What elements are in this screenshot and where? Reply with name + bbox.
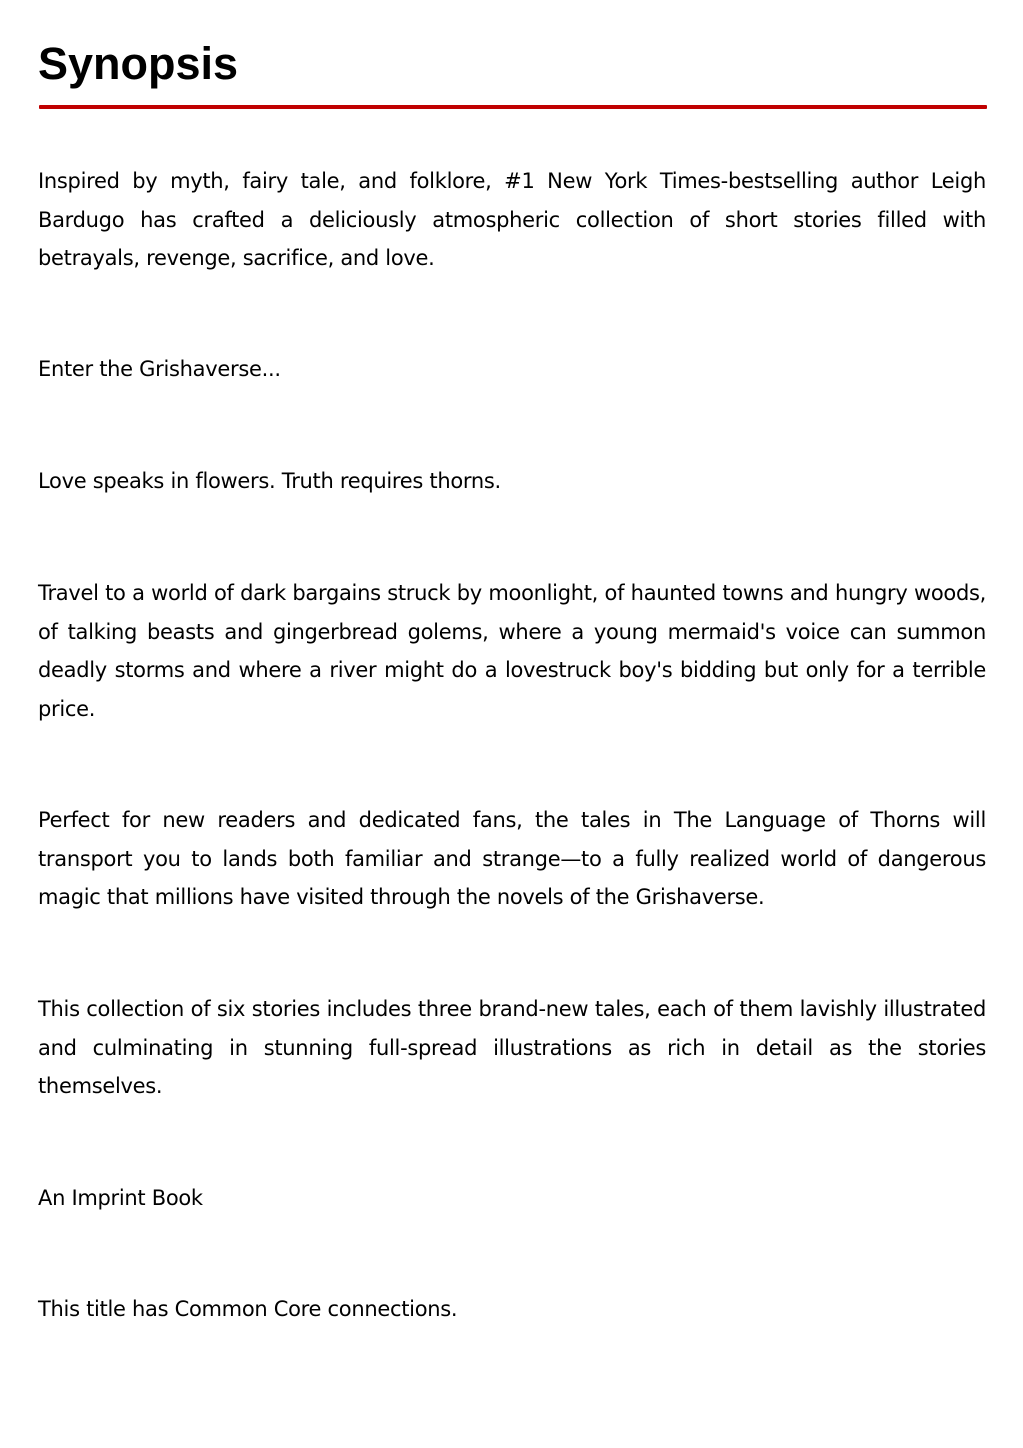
paragraph-enter-grishaverse: Enter the Grishaverse... — [38, 357, 281, 381]
paragraph-tagline: Love speaks in flowers. Truth requires thorns. — [38, 469, 501, 493]
paragraph-imprint: An Imprint Book — [38, 1186, 203, 1210]
paragraph-common-core: This title has Common Core connections. — [38, 1297, 458, 1321]
paragraph-intro: Inspired by myth, fairy tale, and folklore, #1 New York Times-bestselling author Leigh Bardugo has crafted a deliciously atmospheric collection of short stories filled with betrayals, revenge, sacrifice, and love. — [38, 169, 986, 271]
page-title: Synopsis — [38, 38, 239, 89]
paragraph-perfect-for: Perfect for new readers and dedicated fans, the tales in The Language of Thorns will transport you to lands both familiar and strange—to a fully realized world of dangerous magic that millions have visited through the novels of the Grishaverse. — [38, 808, 986, 910]
paragraph-collection: This collection of six stories includes three brand-new tales, each of them lavishly illustrated and culminating in stunning full-spread illustrations as rich in detail as the stories themselves. — [38, 997, 986, 1099]
paragraph-travel: Travel to a world of dark bargains struck by moonlight, of haunted towns and hungry woods, of talking beasts and gingerbread golems, where a young mermaid's voice can summon deadly storms and where a river might do a lovestruck boy's bidding but only for a terrible price. — [38, 581, 986, 722]
title-divider — [39, 105, 987, 109]
